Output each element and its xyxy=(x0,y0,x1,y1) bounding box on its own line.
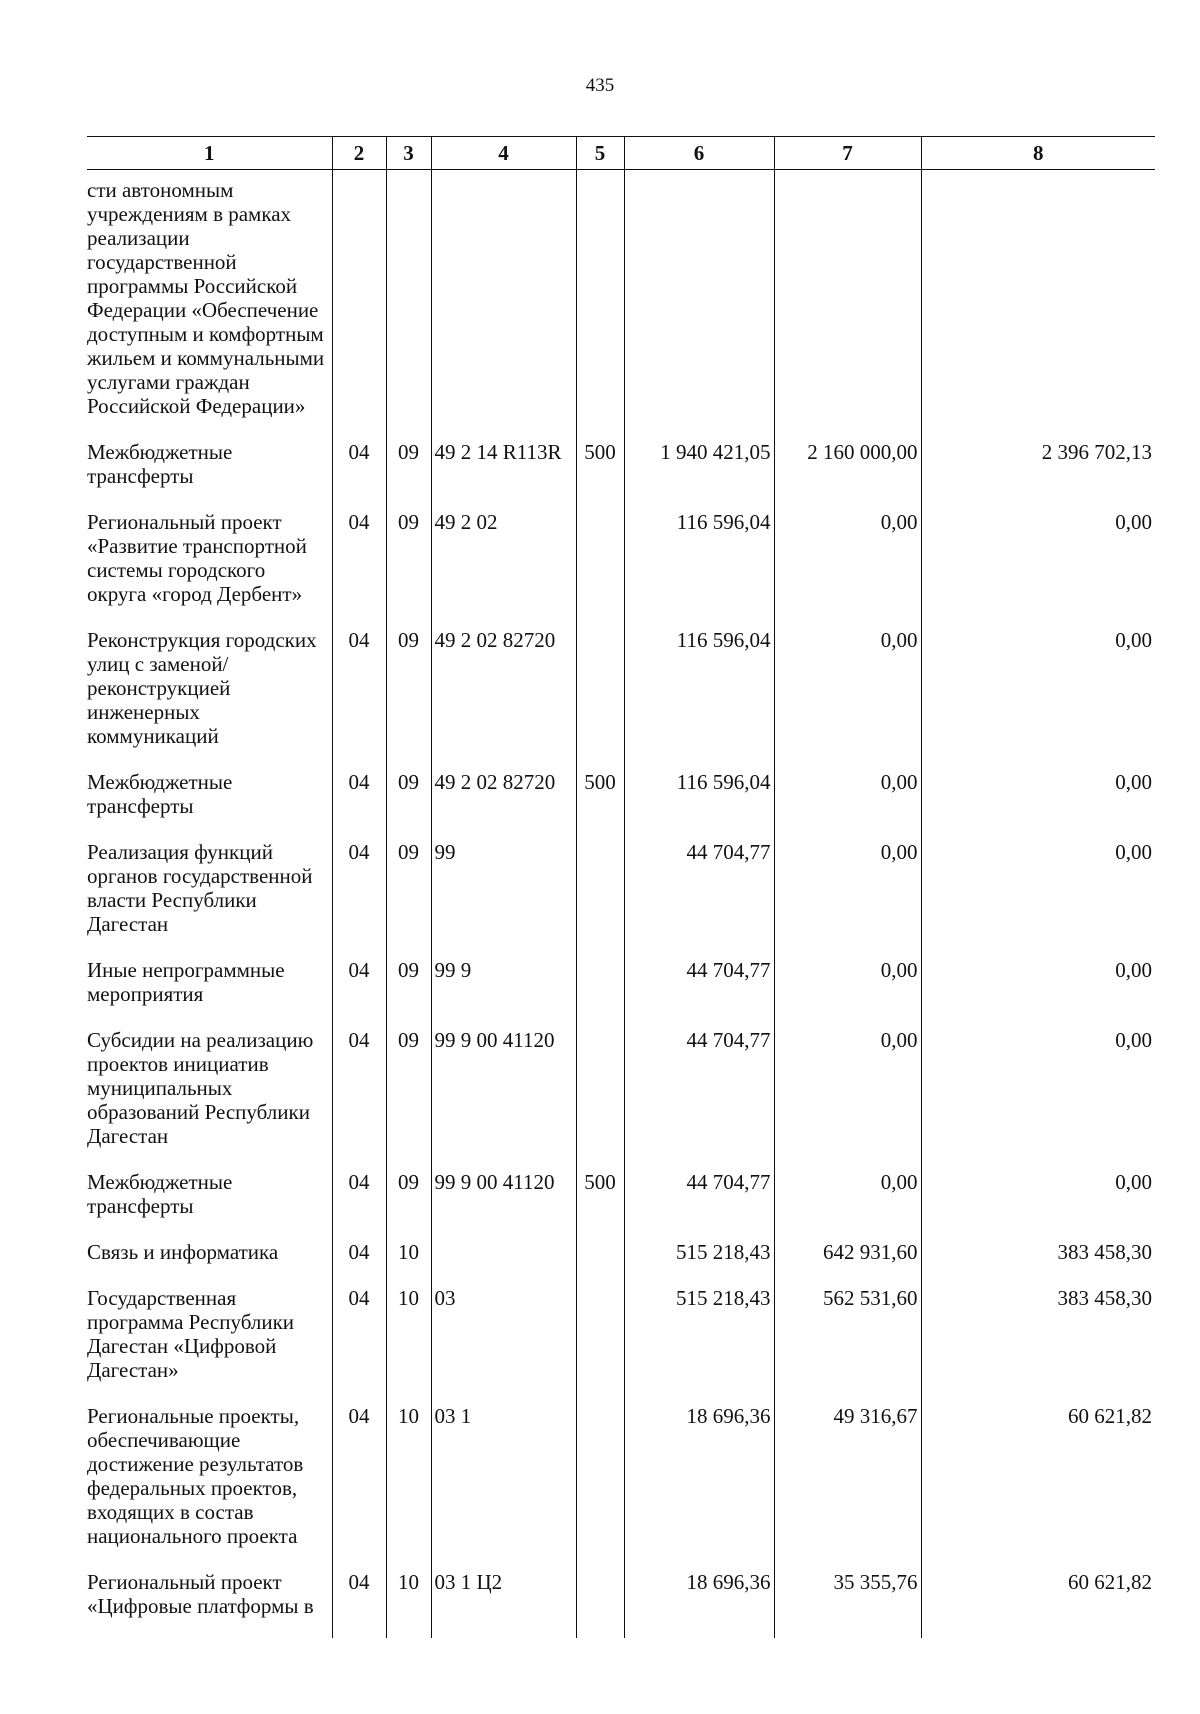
row-section: 04 xyxy=(332,1570,386,1638)
row-expense-type xyxy=(576,1570,624,1638)
row-section: 04 xyxy=(332,1404,386,1570)
table-row xyxy=(87,628,1155,770)
header-row xyxy=(87,137,1155,170)
row-target-article: 49 2 02 82720 xyxy=(431,770,576,840)
row-target-article: 99 9 00 41120 xyxy=(431,1028,576,1170)
row-expense-type: 500 xyxy=(576,1170,624,1240)
row-amount-2: 0,00 xyxy=(774,510,921,628)
row-amount-1: 44 704,77 xyxy=(624,958,774,1028)
row-section xyxy=(332,170,386,441)
row-subsection: 10 xyxy=(386,1404,431,1570)
page-number: 435 xyxy=(585,75,615,96)
table-row xyxy=(87,510,1155,628)
row-expense-type xyxy=(576,170,624,441)
row-subsection: 09 xyxy=(386,840,431,958)
row-name: сти автономным учреждениям в рамках реализации государственной программы Российской Федерации «Обеспечение доступным и комфортным жильем и коммунальными услугами граждан Российской Федерации» xyxy=(87,170,332,441)
row-target-article: 99 9 00 41120 xyxy=(431,1170,576,1240)
row-subsection: 09 xyxy=(386,440,431,510)
row-subsection: 09 xyxy=(386,958,431,1028)
row-amount-3: 0,00 xyxy=(921,770,1155,840)
row-amount-1 xyxy=(624,170,774,441)
header-col-7: 7 xyxy=(774,137,921,170)
row-amount-3: 60 621,82 xyxy=(921,1570,1155,1638)
row-amount-3: 383 458,30 xyxy=(921,1286,1155,1404)
row-subsection: 10 xyxy=(386,1240,431,1286)
row-name: Иные непрограммные мероприятия xyxy=(87,958,332,1028)
row-name: Государственная программа Республики Дагестан «Цифровой Дагестан» xyxy=(87,1286,332,1404)
row-target-article: 99 9 xyxy=(431,958,576,1028)
row-subsection: 09 xyxy=(386,628,431,770)
row-amount-1: 116 596,04 xyxy=(624,510,774,628)
row-name: Межбюджетные трансферты xyxy=(87,770,332,840)
row-name: Межбюджетные трансферты xyxy=(87,1170,332,1240)
table-body xyxy=(87,170,1155,1639)
table-row xyxy=(87,440,1155,510)
table-row xyxy=(87,1570,1155,1638)
row-section: 04 xyxy=(332,1240,386,1286)
row-amount-1: 18 696,36 xyxy=(624,1404,774,1570)
row-subsection: 09 xyxy=(386,1028,431,1170)
row-section: 04 xyxy=(332,440,386,510)
row-section: 04 xyxy=(332,510,386,628)
row-amount-3: 0,00 xyxy=(921,1170,1155,1240)
row-amount-2: 49 316,67 xyxy=(774,1404,921,1570)
row-expense-type xyxy=(576,958,624,1028)
row-section: 04 xyxy=(332,770,386,840)
row-expense-type xyxy=(576,628,624,770)
row-expense-type xyxy=(576,840,624,958)
row-target-article xyxy=(431,1240,576,1286)
budget-table xyxy=(87,136,1155,1638)
table-row xyxy=(87,1028,1155,1170)
row-subsection xyxy=(386,170,431,441)
row-expense-type: 500 xyxy=(576,440,624,510)
row-amount-3: 0,00 xyxy=(921,1028,1155,1170)
row-section: 04 xyxy=(332,840,386,958)
table-row xyxy=(87,1240,1155,1286)
row-section: 04 xyxy=(332,958,386,1028)
row-amount-2: 562 531,60 xyxy=(774,1286,921,1404)
row-amount-2: 0,00 xyxy=(774,840,921,958)
header-col-5: 5 xyxy=(576,137,624,170)
row-target-article: 49 2 02 xyxy=(431,510,576,628)
row-section: 04 xyxy=(332,1170,386,1240)
table-row xyxy=(87,958,1155,1028)
row-section: 04 xyxy=(332,1028,386,1170)
row-amount-3: 60 621,82 xyxy=(921,1404,1155,1570)
row-amount-1: 116 596,04 xyxy=(624,628,774,770)
row-expense-type xyxy=(576,510,624,628)
row-amount-3: 383 458,30 xyxy=(921,1240,1155,1286)
header-col-3: 3 xyxy=(386,137,431,170)
row-subsection: 09 xyxy=(386,1170,431,1240)
row-amount-2: 642 931,60 xyxy=(774,1240,921,1286)
header-col-2: 2 xyxy=(332,137,386,170)
row-amount-2: 0,00 xyxy=(774,1028,921,1170)
row-amount-2 xyxy=(774,170,921,441)
row-amount-3: 0,00 xyxy=(921,840,1155,958)
row-target-article xyxy=(431,170,576,441)
row-expense-type xyxy=(576,1028,624,1170)
row-name: Региональный проект «Развитие транспортной системы городского округа «город Дербент» xyxy=(87,510,332,628)
row-target-article: 03 xyxy=(431,1286,576,1404)
row-amount-1: 515 218,43 xyxy=(624,1240,774,1286)
row-name: Реконструкция городских улиц с заменой/реконструкцией инженерных коммуникаций xyxy=(87,628,332,770)
row-amount-2: 0,00 xyxy=(774,628,921,770)
row-section: 04 xyxy=(332,628,386,770)
row-amount-1: 116 596,04 xyxy=(624,770,774,840)
row-amount-1: 44 704,77 xyxy=(624,840,774,958)
row-amount-2: 0,00 xyxy=(774,1170,921,1240)
table-row xyxy=(87,770,1155,840)
row-subsection: 10 xyxy=(386,1570,431,1638)
table-row xyxy=(87,1170,1155,1240)
row-section: 04 xyxy=(332,1286,386,1404)
row-amount-3: 2 396 702,13 xyxy=(921,440,1155,510)
row-amount-2: 0,00 xyxy=(774,770,921,840)
row-amount-2: 35 355,76 xyxy=(774,1570,921,1638)
row-amount-1: 1 940 421,05 xyxy=(624,440,774,510)
row-amount-3: 0,00 xyxy=(921,958,1155,1028)
row-amount-1: 18 696,36 xyxy=(624,1570,774,1638)
row-name: Связь и информатика xyxy=(87,1240,332,1286)
row-amount-1: 44 704,77 xyxy=(624,1170,774,1240)
table-row xyxy=(87,1286,1155,1404)
row-name: Региональный проект «Цифровые платформы в xyxy=(87,1570,332,1638)
table-row xyxy=(87,840,1155,958)
row-target-article: 03 1 Ц2 xyxy=(431,1570,576,1638)
row-target-article: 03 1 xyxy=(431,1404,576,1570)
header-col-8: 8 xyxy=(921,137,1155,170)
row-amount-3: 0,00 xyxy=(921,628,1155,770)
row-subsection: 09 xyxy=(386,510,431,628)
row-amount-2: 0,00 xyxy=(774,958,921,1028)
row-amount-1: 44 704,77 xyxy=(624,1028,774,1170)
row-amount-3 xyxy=(921,170,1155,441)
table-row xyxy=(87,170,1155,441)
row-target-article: 49 2 02 82720 xyxy=(431,628,576,770)
row-target-article: 49 2 14 R113R xyxy=(431,440,576,510)
table-row xyxy=(87,1404,1155,1570)
row-name: Субсидии на реализацию проектов инициатив муниципальных образований Республики Дагестан xyxy=(87,1028,332,1170)
row-amount-1: 515 218,43 xyxy=(624,1286,774,1404)
header-col-6: 6 xyxy=(624,137,774,170)
row-name: Межбюджетные трансферты xyxy=(87,440,332,510)
row-subsection: 10 xyxy=(386,1286,431,1404)
header-col-4: 4 xyxy=(431,137,576,170)
row-amount-3: 0,00 xyxy=(921,510,1155,628)
row-expense-type xyxy=(576,1286,624,1404)
row-expense-type xyxy=(576,1240,624,1286)
header-col-1: 1 xyxy=(87,137,332,170)
row-name: Реализация функций органов государственной власти Республики Дагестан xyxy=(87,840,332,958)
row-amount-2: 2 160 000,00 xyxy=(774,440,921,510)
row-expense-type: 500 xyxy=(576,770,624,840)
row-name: Региональные проекты, обеспечивающие достижение результатов федеральных проектов, входящих в состав национального проекта xyxy=(87,1404,332,1570)
row-target-article: 99 xyxy=(431,840,576,958)
row-expense-type xyxy=(576,1404,624,1570)
row-subsection: 09 xyxy=(386,770,431,840)
